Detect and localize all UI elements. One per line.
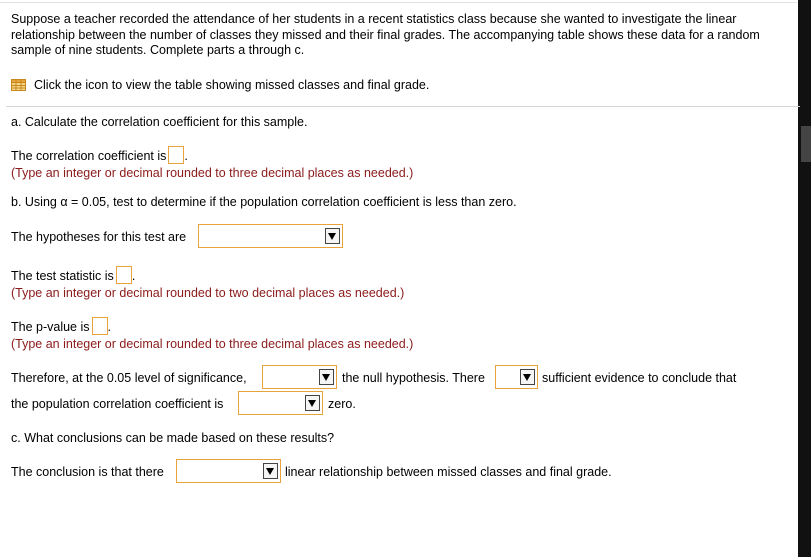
test-stat-row: The test statistic is .: [11, 266, 135, 284]
part-c-heading: c. What conclusions can be made based on these results?: [11, 431, 335, 445]
conclusion-text-1: Therefore, at the 0.05 level of significance,: [11, 371, 247, 385]
chevron-down-icon[interactable]: [305, 395, 320, 411]
conclusion-text-4: the population correlation coefficient is: [11, 397, 224, 411]
chevron-down-icon[interactable]: [319, 369, 334, 385]
correlation-prompt: The correlation coefficient is: [11, 149, 167, 163]
question-intro: Suppose a teacher recorded the attendance of her students in a recent statistics class because she wanted to investigate the linear relationship between the number of classes they missed and their final grades. The accompanying table shows these data for a random sample of nine students. Complete parts a through c.: [11, 12, 760, 57]
section-divider: [6, 106, 800, 107]
chevron-down-icon[interactable]: [520, 369, 535, 385]
hypotheses-dropdown[interactable]: [198, 224, 343, 248]
hypotheses-prompt: The hypotheses for this test are: [11, 230, 187, 244]
conclusion-text-2: the null hypothesis. There: [342, 371, 485, 385]
pvalue-row: The p-value is .: [11, 317, 111, 335]
part-a-heading: [11, 115, 307, 130]
comparison-dropdown[interactable]: [238, 391, 323, 415]
part-c-suffix: linear relationship between missed classes and final grade.: [285, 465, 612, 479]
correlation-input[interactable]: [168, 146, 184, 164]
chevron-down-icon[interactable]: [263, 463, 278, 479]
right-scrollbar[interactable]: [798, 0, 811, 557]
chevron-down-icon[interactable]: [325, 228, 340, 244]
pvalue-prompt: The p-value is: [11, 320, 90, 334]
pvalue-input[interactable]: [92, 317, 108, 335]
conclusion-text-5: zero.: [328, 397, 356, 411]
relationship-dropdown[interactable]: [176, 459, 281, 483]
reject-dropdown[interactable]: [262, 365, 337, 389]
evidence-dropdown[interactable]: [495, 365, 538, 389]
scrollbar-thumb[interactable]: [801, 126, 811, 162]
view-table-link[interactable]: [11, 78, 429, 93]
part-a-heading-text: a. Calculate the correlation coefficient for this sample.: [11, 115, 308, 129]
correlation-hint: (Type an integer or decimal rounded to three decimal places as needed.): [11, 166, 414, 180]
test-stat-hint: (Type an integer or decimal rounded to two decimal places as needed.): [11, 286, 405, 300]
test-stat-input[interactable]: [116, 266, 132, 284]
conclusion-text-3: sufficient evidence to conclude that: [542, 371, 737, 385]
top-border: [0, 2, 797, 3]
view-table-label[interactable]: Click the icon to view the table showing missed classes and final grade.: [34, 78, 430, 92]
test-stat-prompt: The test statistic is: [11, 269, 114, 283]
correlation-row: The correlation coefficient is .: [11, 146, 188, 164]
pvalue-hint: (Type an integer or decimal rounded to three decimal places as needed.): [11, 337, 414, 351]
table-icon[interactable]: [11, 79, 26, 91]
part-b-heading: b. Using α = 0.05, test to determine if the population correlation coefficient is less than zero.: [11, 195, 517, 209]
part-c-prompt: The conclusion is that there: [11, 465, 164, 479]
